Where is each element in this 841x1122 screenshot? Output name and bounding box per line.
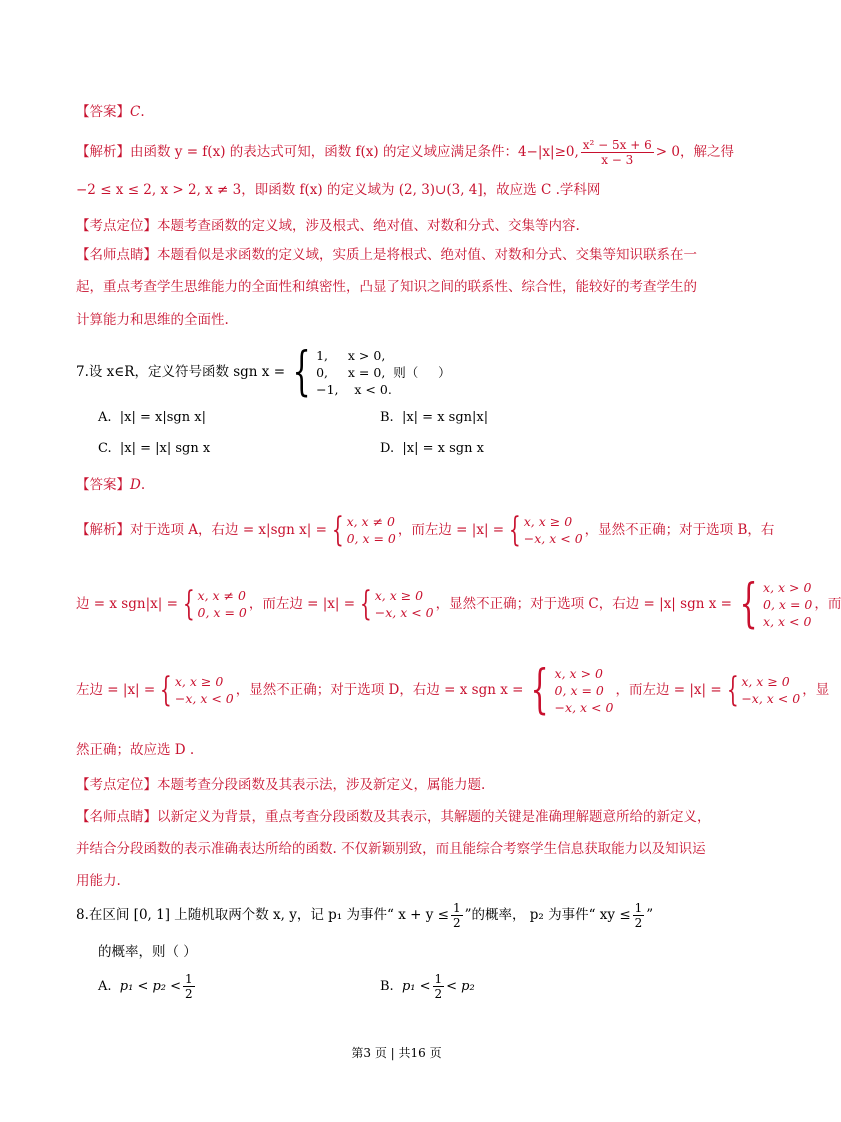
choice-label: A. xyxy=(98,410,112,425)
case-line: x, x > 0 xyxy=(554,665,603,681)
left-brace-icon: { xyxy=(739,574,758,634)
half-fraction xyxy=(451,901,463,930)
fraction-numerator: 1 xyxy=(434,972,443,986)
analysis-text: ，而左边 = |x| = xyxy=(248,596,356,612)
analysis-2-row-1 xyxy=(76,510,775,550)
piecewise xyxy=(357,584,434,624)
sgn-cases xyxy=(316,347,451,398)
case-line: 0, x = 0 xyxy=(197,605,247,620)
piecewise xyxy=(525,660,614,720)
case-line: −x, x < 0 xyxy=(374,605,434,620)
mingshi-text: 本题看似是求函数的定义域，实质上是将根式、绝对值、对数和分式、交集等知识联系在一 xyxy=(157,247,697,263)
q8-choice-b xyxy=(380,972,475,1001)
left-brace-icon: { xyxy=(160,670,172,710)
cases xyxy=(175,673,234,707)
case-line: x, x ≠ 0 xyxy=(197,588,246,603)
fraction-numerator: 1 xyxy=(452,900,461,915)
choice-text: p₁ < xyxy=(401,979,431,994)
piecewise xyxy=(724,670,801,710)
answer-end: . xyxy=(140,104,145,120)
case-line: x, x ≠ 0 xyxy=(346,514,395,529)
fraction-numerator: 1 xyxy=(185,972,193,986)
half-fraction xyxy=(633,901,645,930)
mingshi-tag: 【名师点睛】 xyxy=(76,809,157,825)
cases xyxy=(375,587,434,621)
analysis-1-line-2 xyxy=(76,180,723,200)
left-brace-icon: { xyxy=(331,510,344,550)
left-brace-icon: { xyxy=(508,510,521,550)
piecewise xyxy=(157,670,234,710)
question-8-text: ”的概率， p₂ 为事件“ xy ≤ xyxy=(464,907,631,923)
cases xyxy=(741,673,800,707)
left-brace-icon: { xyxy=(726,670,739,710)
mingshi-2-line-3: 用能力. xyxy=(76,873,121,889)
choice-text: |x| = x|sgn x| xyxy=(119,410,206,425)
analysis-text: −2 ≤ x ≤ 2, x > 2, x ≠ 3，即函数 f(x) 的定义域为 (2, 3)∪(3, 4]，故应选 C .学科网 xyxy=(76,182,601,198)
left-brace-icon: { xyxy=(292,342,311,402)
analysis-tag: 【解析】 xyxy=(76,144,130,160)
kaodian-text: 本题考查函数的定义域，涉及根式、绝对值、对数和分式、交集等内容. xyxy=(157,218,580,234)
analysis-2-row-3 xyxy=(76,660,830,720)
kaodian-1 xyxy=(76,216,723,236)
analysis-text: ，显 xyxy=(802,682,830,698)
answer-tag: 【答案】 xyxy=(76,477,130,493)
piecewise xyxy=(329,510,396,550)
choice-label: C. xyxy=(98,441,112,456)
answer-line-2 xyxy=(76,475,723,495)
question-8-text: ” xyxy=(646,907,654,923)
mingshi-tag: 【名师点睛】 xyxy=(76,247,157,263)
q8-choice-a xyxy=(98,972,197,1001)
answer-line-1 xyxy=(76,102,723,122)
question-8-text: 8.在区间 [0, 1] 上随机取两个数 x, y，记 p₁ 为事件“ x + y ≤ xyxy=(76,907,449,923)
case-line: −x, x < 0 xyxy=(523,531,583,546)
cases xyxy=(555,665,614,716)
choice-c xyxy=(98,441,210,456)
case-line: x, x < 0 xyxy=(763,613,812,629)
half-fraction xyxy=(433,972,445,1001)
case-line: −x, x < 0 xyxy=(174,691,234,706)
cases xyxy=(763,579,812,630)
mingshi-1-line-3: 计算能力和思维的全面性. xyxy=(76,312,229,328)
piecewise xyxy=(734,574,813,634)
case-line: −1, x < 0. xyxy=(316,381,392,397)
choice-text: p₁ < p₂ < xyxy=(119,979,182,994)
analysis-tag: 【解析】 xyxy=(76,522,130,538)
left-brace-icon: { xyxy=(182,584,195,624)
fraction-numerator: x² − 5x + 6 xyxy=(582,138,652,152)
left-brace-icon: { xyxy=(359,584,372,624)
case-line: x, x > 0 xyxy=(763,579,812,595)
question-7-text: 7.设 x∈R，定义符号函数 sgn x = xyxy=(76,364,286,380)
mingshi-1-line-1 xyxy=(76,245,723,265)
analysis-text: ，显然不正确；对于选项 C，右边 = |x| sgn x = xyxy=(435,596,732,612)
fraction-numerator: 1 xyxy=(634,900,643,915)
analysis-text: 由函数 y = f(x) 的表达式可知，函数 f(x) 的定义域应满足条件：4−|x|≥0, xyxy=(130,144,579,160)
piecewise xyxy=(180,584,247,624)
domain-fraction xyxy=(581,138,654,167)
cases xyxy=(524,513,583,547)
choice-d xyxy=(380,441,484,456)
analysis-text: ，而左边 = |x| = xyxy=(397,522,505,538)
case-line: −x, x < 0 xyxy=(741,691,801,706)
answer-value: C xyxy=(130,104,141,120)
case-line: 0, x = 0 xyxy=(346,531,396,546)
analysis-2-row-4: 然正确；故应选 D . xyxy=(76,742,195,758)
choice-label: B. xyxy=(380,410,394,425)
case-line: 0, x = 0, 则（ ） xyxy=(316,364,451,380)
analysis-text: ，显然不正确；对于选项 B，右 xyxy=(584,522,775,538)
analysis-text: ，而左边 = |x| = xyxy=(615,682,722,698)
analysis-text: 左边 = |x| = xyxy=(76,682,156,698)
case-line: 0, x = 0 xyxy=(554,682,604,698)
sgn-piecewise xyxy=(287,342,451,402)
choice-text: |x| = |x| sgn x xyxy=(119,441,211,456)
choice-b xyxy=(380,410,488,425)
question-8-stem xyxy=(76,898,723,932)
fraction-denominator: 2 xyxy=(452,915,461,930)
analysis-text: 对于选项 A，右边 = x|sgn x| = xyxy=(130,522,327,538)
fraction-denominator: 2 xyxy=(434,987,443,1001)
choice-label: A. xyxy=(98,979,112,994)
fraction-denominator: 2 xyxy=(185,987,193,1001)
analysis-text: 边 = x sgn|x| = xyxy=(76,596,178,612)
choice-label: D. xyxy=(380,441,395,456)
case-line: x, x ≥ 0 xyxy=(174,674,224,689)
answer-end: . xyxy=(140,477,146,493)
answer-value: D xyxy=(130,477,141,493)
cases xyxy=(347,513,396,547)
kaodian-text: 本题考查分段函数及其表示法，涉及新定义，属能力题. xyxy=(157,777,486,793)
mingshi-2-line-1 xyxy=(76,807,723,827)
half-fraction xyxy=(183,972,195,1001)
choice-text: |x| = x sgn x xyxy=(402,441,484,456)
mingshi-2-line-2: 并结合分段函数的表示准确表达所给的函数. 不仅新颖别致，而且能综合考察学生信息获取能力以及知识运 xyxy=(76,841,706,857)
choice-a xyxy=(98,410,206,425)
page-footer: 第3 页 | 共16 页 xyxy=(351,1046,442,1060)
case-line: 0, x = 0 xyxy=(763,596,813,612)
analysis-text: ，而 xyxy=(814,596,841,612)
answer-tag: 【答案】 xyxy=(76,104,130,120)
piecewise xyxy=(506,510,583,550)
case-line: x, x ≥ 0 xyxy=(374,588,424,603)
question-7-stem xyxy=(76,342,723,402)
kaodian-tag: 【考点定位】 xyxy=(76,777,157,793)
case-line: −x, x < 0 xyxy=(554,699,614,715)
analysis-1-line-1 xyxy=(76,138,734,167)
analysis-text: ，显然不正确；对于选项 D，右边 = x sgn x = xyxy=(235,682,524,698)
kaodian-tag: 【考点定位】 xyxy=(76,218,157,234)
left-brace-icon: { xyxy=(530,660,550,720)
analysis-text-end: > 0，解之得 xyxy=(655,144,734,160)
case-line: 1, x > 0, xyxy=(316,347,386,363)
case-line: x, x ≥ 0 xyxy=(741,674,790,689)
choice-label: B. xyxy=(380,979,394,994)
mingshi-text: 以新定义为背景，重点考查分段函数及其表示，其解题的关键是准确理解题意所给的新定义， xyxy=(157,809,711,825)
fraction-denominator: x − 3 xyxy=(601,153,634,167)
choice-text: < p₂ xyxy=(446,979,475,994)
cases xyxy=(198,587,247,621)
kaodian-2 xyxy=(76,775,723,795)
question-8-stem-2: 的概率，则（ ） xyxy=(98,944,197,960)
mingshi-1-line-2: 起，重点考查学生思维能力的全面性和缜密性，凸显了知识之间的联系性、综合性，能较好的考查学生的 xyxy=(76,279,697,295)
choice-text: |x| = x sgn|x| xyxy=(401,410,489,425)
case-line: x, x ≥ 0 xyxy=(523,514,573,529)
fraction-denominator: 2 xyxy=(634,915,643,930)
analysis-2-row-2 xyxy=(76,574,841,634)
